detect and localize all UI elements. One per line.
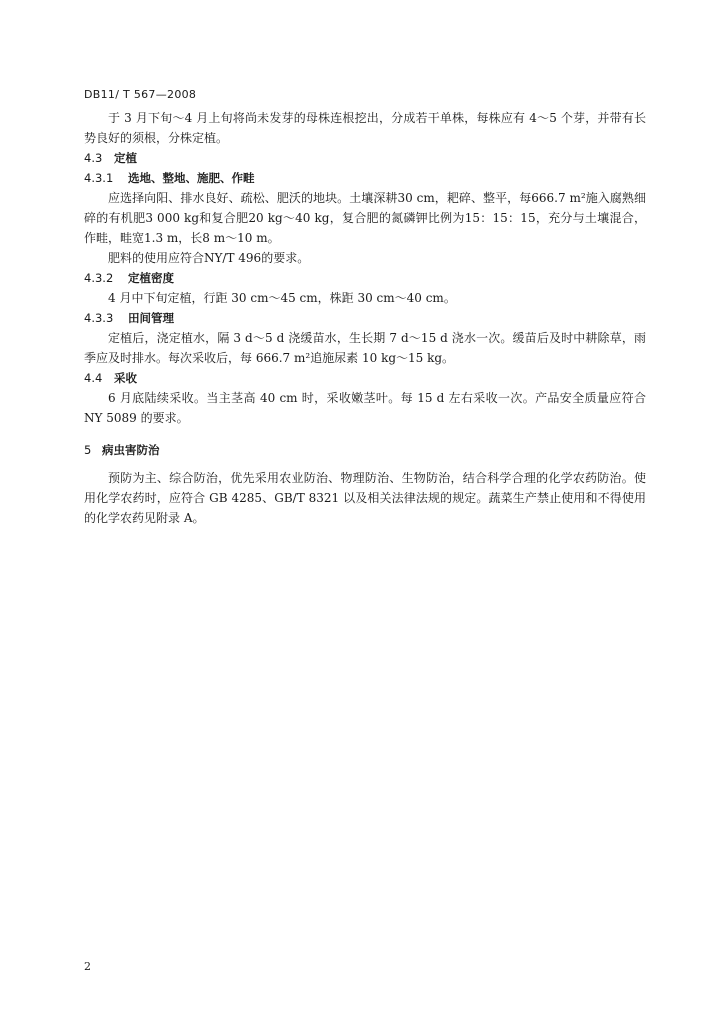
section-title: 病虫害防治 xyxy=(102,443,160,457)
section-4-3-3-heading xyxy=(84,308,646,328)
harvest-paragraph: 6 月底陆续采收。当主茎高 40 cm 时，采收嫩茎叶。每 15 d 左右采收一次。产品安全质量应符合 NY 5089 的要求。 xyxy=(84,391,646,425)
section-4-3-2-heading xyxy=(84,268,646,288)
pest-control-paragraph: 预防为主、综合防治，优先采用农业防治、物理防治、生物防治，结合科学合理的化学农药防治。使用化学农药时，应符合 GB 4285、GB/T 8321 以及相关法律法规的规定。蔬菜生产禁止使用和不得使用的化学农药见附录 A。 xyxy=(84,471,646,525)
planting-density-paragraph: 4 月中下旬定植，行距 30 cm～45 cm，株距 30 cm～40 cm。 xyxy=(108,291,456,305)
section-number: 5 xyxy=(84,443,92,457)
section-title: 定植密度 xyxy=(128,271,174,285)
section-4-4-heading xyxy=(84,368,646,388)
section-title: 选地、整地、施肥、作畦 xyxy=(128,171,255,185)
section-4-3-heading xyxy=(84,148,646,168)
section-number: 4.3.1 xyxy=(84,171,114,185)
section-title: 采收 xyxy=(114,371,137,385)
section-title: 定植 xyxy=(114,151,137,165)
section-title: 田间管理 xyxy=(128,311,174,325)
site-selection-paragraph: 应选择向阳、排水良好、疏松、肥沃的地块。土壤深耕30 cm，耙碎、整平，每666.7 m²施入腐熟细碎的有机肥3 000 kg和复合肥20 kg～40 kg，复合肥的氮磷钾比例为15：15：15，充分与土壤混合，作畦，畦宽1.3 m，长8 m～10 m。 xyxy=(84,191,646,245)
intro-paragraph: 于 3 月下旬～4 月上旬将尚未发芽的母株连根挖出，分成若干单株，每株应有 4～5 个芽，并带有长势良好的须根，分株定植。 xyxy=(84,111,646,145)
section-number: 4.3.3 xyxy=(84,311,114,325)
section-number: 4.3.2 xyxy=(84,271,114,285)
document-body xyxy=(84,108,646,528)
section-5-heading xyxy=(84,440,646,460)
field-management-paragraph: 定植后，浇定植水，隔 3 d～5 d 浇缓苗水，生长期 7 d～15 d 浇水一次。缓苗后及时中耕除草，雨季应及时排水。每次采收后，每 666.7 m²追施尿素 10 kg～15 kg。 xyxy=(84,331,646,365)
section-4-3-1-heading xyxy=(84,168,646,188)
section-number: 4.4 xyxy=(84,371,103,385)
section-number: 4.3 xyxy=(84,151,103,165)
fertilizer-standard-paragraph: 肥料的使用应符合NY/T 496的要求。 xyxy=(108,251,310,265)
page-number: 2 xyxy=(84,960,91,973)
standard-code: DB11/ T 567—2008 xyxy=(84,88,197,101)
